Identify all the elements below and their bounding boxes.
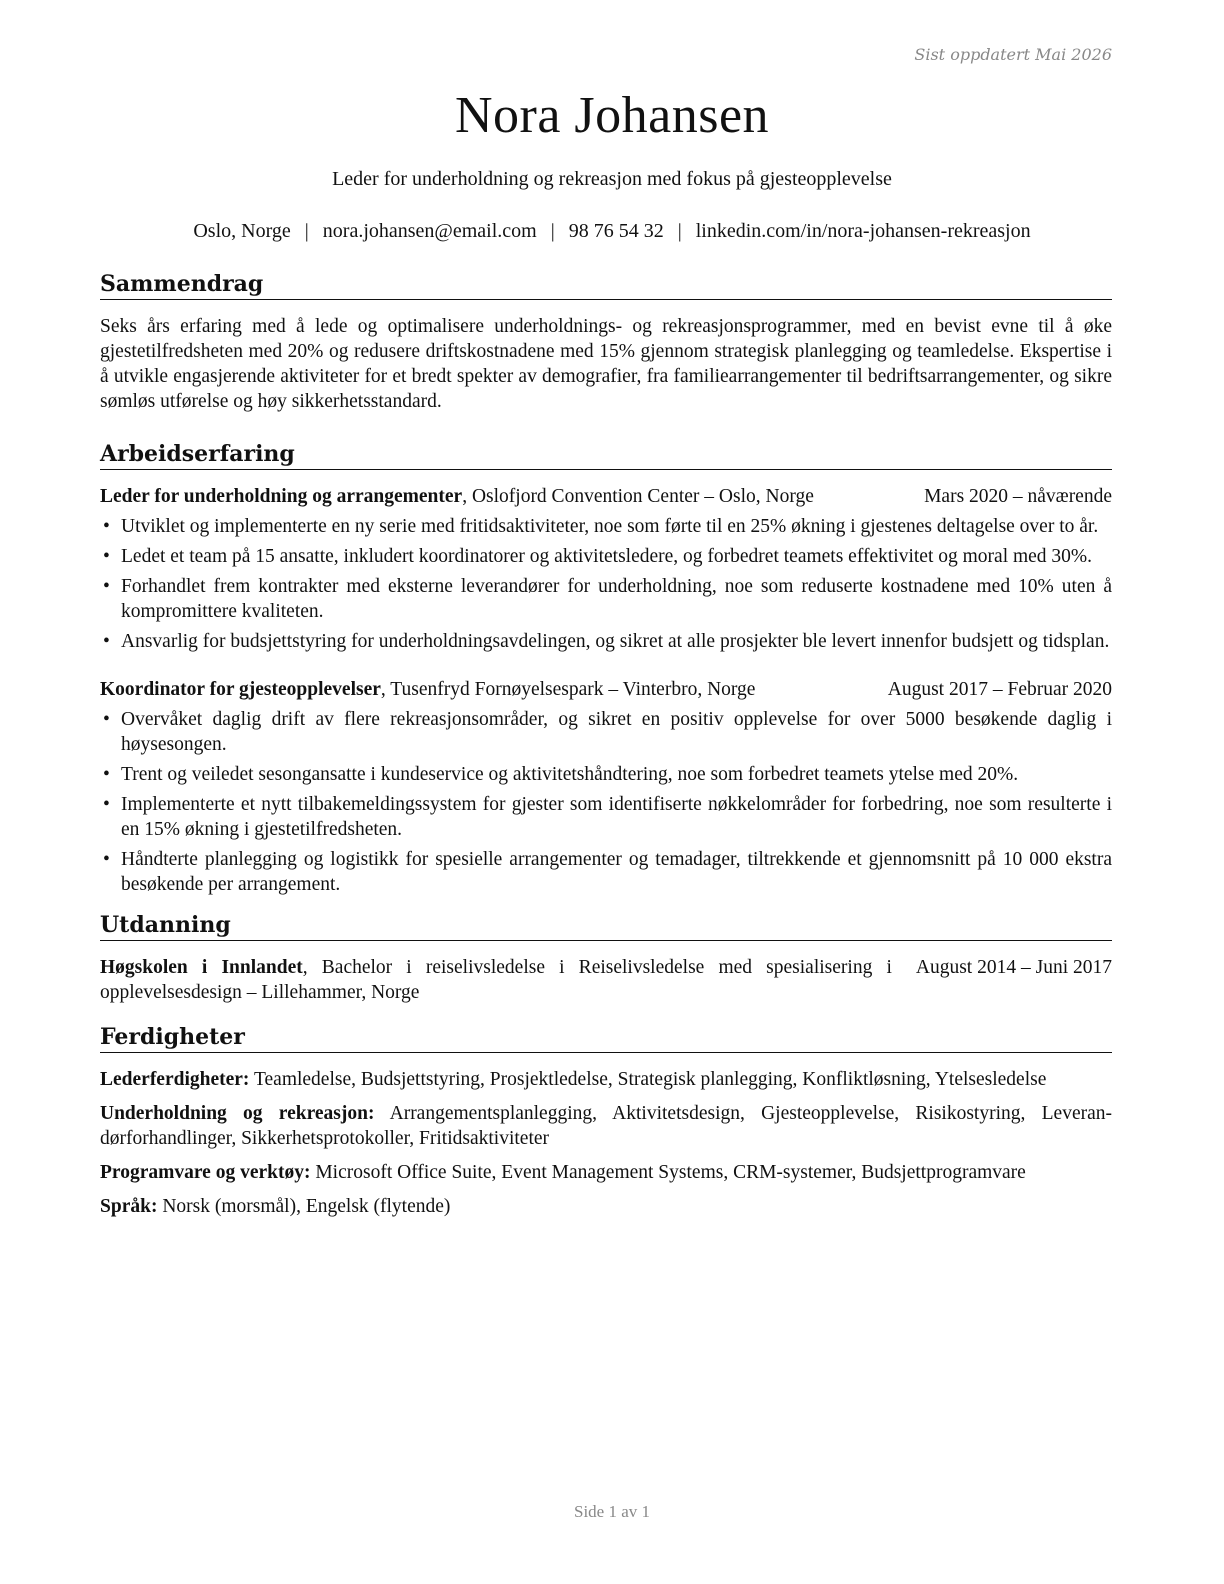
contact-email[interactable]: nora.johansen@email.com (322, 220, 537, 242)
job-dates: August 2017 – Februar 2020 (887, 679, 1112, 700)
job-title-line (100, 677, 848, 702)
list-item (100, 847, 1112, 897)
bullet-text: Håndterte planlegging og logistikk for spesielle arrangementer og temadager, tiltrekkende et gjennomsnitt på 10 000 ekstra besøkende per arrangement. (121, 849, 1112, 895)
list-item (100, 574, 1112, 624)
bullet-icon: • (103, 546, 110, 567)
list-item (100, 629, 1112, 654)
job-header (100, 677, 1112, 702)
education-dates: August 2014 – Juni 2017 (915, 957, 1112, 978)
contact-linkedin[interactable]: linkedin.com/in/nora-johansen-rekreasjon (695, 220, 1031, 242)
education-line (100, 955, 892, 1005)
bullet-text: Trent og veiledet sesongansatte i kundeservice og aktivitetshåndtering, noe som forbedret teamets ytelse med 20%. (121, 764, 1019, 785)
job-bullets (100, 707, 1112, 897)
job-company: , Oslofjord Convention Center – Oslo, Norge (462, 486, 814, 507)
skill-group-label: Språk: (100, 1196, 158, 1217)
bullet-icon: • (103, 849, 110, 870)
contact-location: Oslo, Norge (193, 220, 291, 242)
bullet-text: Ledet et team på 15 ansatte, inkludert koordinatorer og aktivitetsledere, og forbedret teamets effektivitet og moral med 30%. (121, 546, 1093, 567)
bullet-text: Overvåket daglig drift av flere rekreasjonsområder, og sikret en positiv opplevelse for over 5000 besøkende daglig i høysesongen. (121, 709, 1112, 755)
contact-phone: 98 76 54 32 (568, 220, 664, 242)
list-item (100, 514, 1112, 539)
skill-group-label: Programvare og verktøy: (100, 1162, 311, 1183)
job-role: Koordinator for gjesteopplevelser (100, 679, 381, 700)
skills-section (100, 1023, 1112, 1219)
bullet-icon: • (103, 794, 110, 815)
list-item (100, 792, 1112, 842)
skill-group-text: Arrangementsplanlegging, Aktivitetsdesign, Gjesteopplevelse, Risikostyring, Leverandørforhandlinger, Sikkerhetsprotokoller, Fritidsaktiviteter (100, 1103, 1112, 1149)
bullet-icon: • (103, 576, 110, 597)
skill-group-text: Microsoft Office Suite, Event Management Systems, CRM-systemer, Budsjettprogramvare (310, 1162, 1026, 1183)
contact-separator: | (677, 220, 682, 242)
bullet-icon: • (103, 709, 110, 730)
job-dates: Mars 2020 – nåværende (924, 486, 1112, 507)
skill-group-label: Underholdning og rekreasjon: (100, 1103, 375, 1124)
job-bullets (100, 514, 1112, 654)
section-title-education: Utdanning (100, 911, 1112, 941)
skill-group (100, 1160, 1112, 1185)
summary-section (100, 270, 1112, 414)
contact-separator: | (550, 220, 555, 242)
job-title-line (100, 484, 900, 509)
job-role: Leder for underholdning og arrangementer (100, 486, 463, 507)
bullet-text: Ansvarlig for budsjettstyring for underholdningsavdelingen, og sikret at alle prosjekter ble levert innenfor budsjett og tidsplan. (121, 631, 1110, 652)
summary-text: Seks års erfaring med å lede og optimalisere underholdnings- og rekreasjonsprogrammer, med en bevist evne til å øke gjestetilfredsheten med 20% og redusere driftskostnadene med 15% gjennom strategisk planlegging og teamledelse. Ekspertise i å utvikle engasjerende aktiviteter for et bredt spekter av demografier, fra familiearrangementer til bedriftsarrangementer, og sikre sømløs utførelse og høy sikkerhetsstandard. (100, 316, 1112, 412)
skill-group-text: Teamledelse, Budsjettstyring, Prosjektledelse, Strategisk planlegging, Konfliktløsning, Ytelsesledelse (249, 1069, 1047, 1090)
bullet-icon: • (103, 631, 110, 652)
list-item (100, 707, 1112, 757)
education-school: Høgskolen i Innlandet (100, 957, 303, 978)
skill-group (100, 1101, 1112, 1151)
bullet-icon: • (103, 764, 110, 785)
section-title-summary: Sammendrag (100, 270, 1112, 300)
candidate-headline: Leder for underholdning og rekreasjon med fokus på gjesteopplevelse (332, 168, 892, 190)
section-title-skills: Ferdigheter (100, 1023, 1112, 1053)
bullet-icon: • (103, 516, 110, 537)
skill-group (100, 1194, 1112, 1219)
section-title-experience: Arbeidserfaring (100, 440, 1112, 470)
job-header (100, 484, 1112, 509)
bullet-text: Utviklet og implementerte en ny serie med fritidsaktiviteter, noe som førte til en 25% økning i gjestenes deltagelse over to år. (121, 516, 1099, 537)
resume-body (100, 270, 1112, 1231)
experience-section (100, 440, 1112, 897)
skill-group (100, 1067, 1112, 1092)
education-details: , Bachelor i reiselivsledelse i Reiselivsledelse med spesialisering i opplevelsesdesign – Lillehammer, Norge (100, 957, 892, 1003)
contact-separator: | (304, 220, 309, 242)
last-updated-note: Sist oppdatert Mai 2026 (914, 45, 1112, 64)
education-section (100, 911, 1112, 1005)
bullet-text: Implementerte et nytt tilbakemeldingssystem for gjester som identifiserte nøkkelområder for forbedring, noe som resulterte i en 15% økning i gjestetilfredsheten. (121, 794, 1112, 840)
bullet-text: Forhandlet frem kontrakter med eksterne leverandører for underholdning, noe som reduserte kostnadene med 10% uten å kompromittere kvaliteten. (121, 576, 1112, 622)
candidate-name: Nora Johansen (454, 87, 770, 144)
list-item (100, 762, 1112, 787)
list-item (100, 544, 1112, 569)
job-company: , Tusenfryd Fornøyelsespark – Vinterbro, Norge (380, 679, 756, 700)
education-entry (100, 955, 1112, 1005)
skill-group-label: Lederferdigheter: (100, 1069, 250, 1090)
contact-line (0, 220, 1224, 243)
skill-group-text: Norsk (morsmål), Engelsk (flytende) (157, 1196, 451, 1217)
page-number: Side 1 av 1 (573, 1502, 651, 1521)
